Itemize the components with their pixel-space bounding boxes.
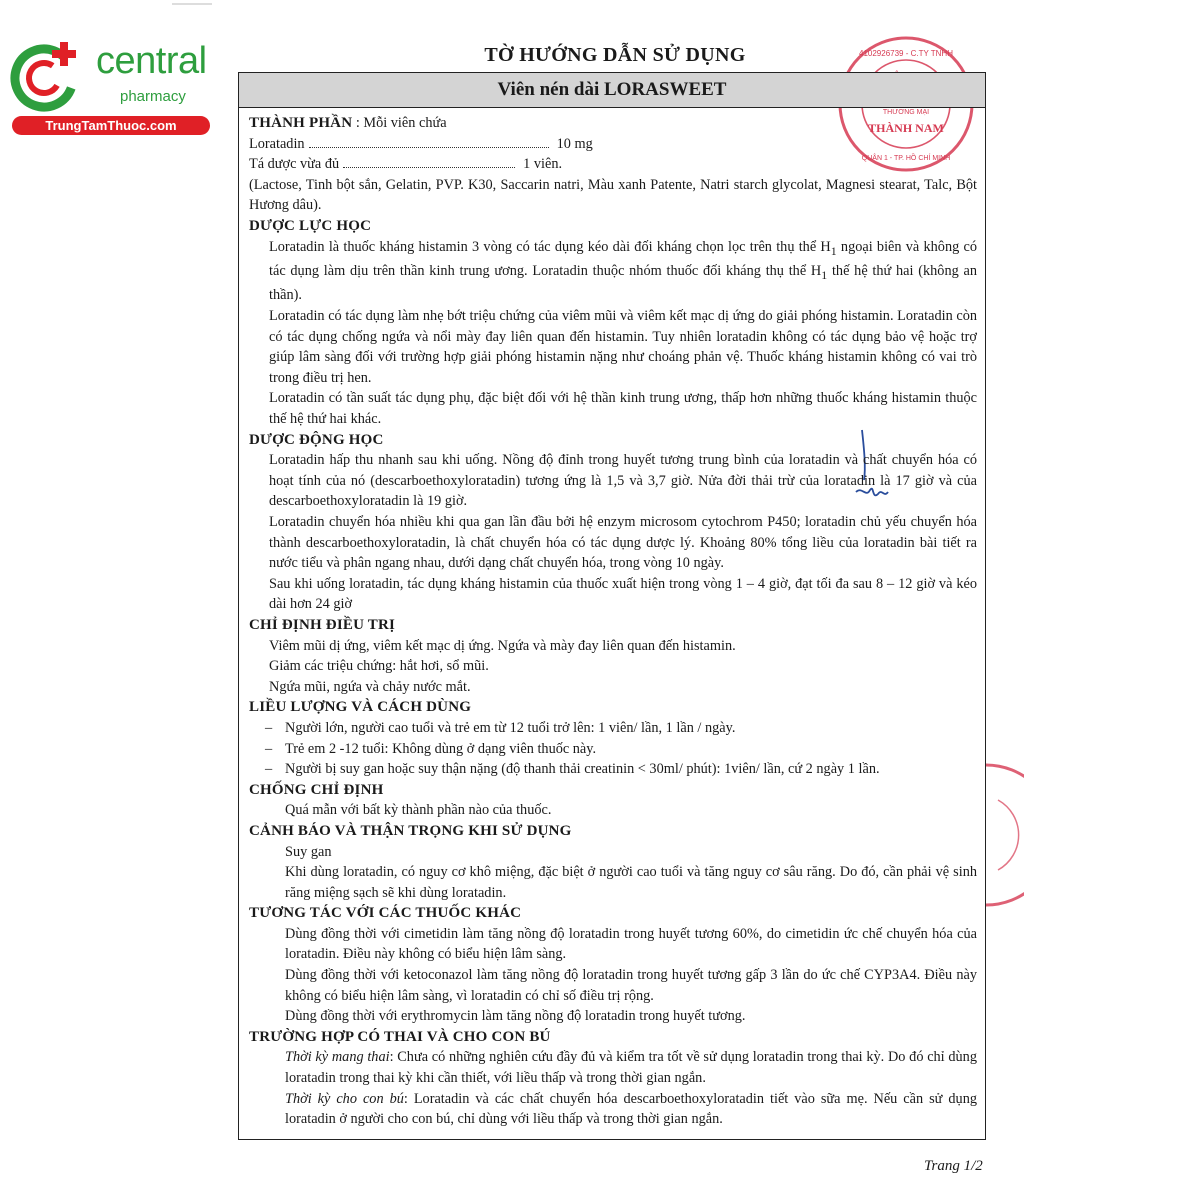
partial-stamp-icon — [984, 760, 1024, 910]
logo-name: central — [96, 40, 207, 82]
scan-mark — [172, 2, 212, 6]
composition-excipient-value: 1 viên. — [523, 156, 563, 173]
pharmacokinetics-p1: Loratadin hấp thu nhanh sau khi uống. Nồng độ đỉnh trong huyết tương trung bình của loratadin và chất chuyển hóa có hoạt tính của nó (descarboethoxyloratadin) tương ứng là 1,5 và 3,7 giờ. Nửa đời thải trừ của loratadin là 17 giờ và của descarboethoxyloratadin là 19 giờ. — [269, 452, 977, 510]
stamp-line5: THÀNH NAM — [868, 121, 944, 135]
indication-line: Ngứa mũi, ngứa và chảy nước mắt. — [269, 678, 471, 695]
stamp-top-text: 4102926739 - C.TY TNHH — [859, 49, 953, 58]
warnings-heading: CẢNH BÁO VÀ THẬN TRỌNG KHI SỬ DỤNG — [249, 822, 572, 839]
pharmacokinetics-heading: DƯỢC ĐỘNG HỌC — [249, 431, 384, 448]
document-title: TỜ HƯỚNG DẪN SỬ DỤNG — [484, 44, 746, 66]
pharmacodynamics-p1 — [249, 237, 977, 307]
composition-excipients: (Lactose, Tinh bột sắn, Gelatin, PVP. K30, Saccarin natri, Màu xanh Patente, Natri starch glycolat, Magnesi stearat, Talc, Bột Hương dâu). — [249, 176, 977, 214]
dosage-item-text: Người bị suy gan hoặc suy thận nặng (độ thanh thải creatinin < 30ml/ phút): 1viên/ lần, cứ 2 ngày 1 lần. — [285, 761, 880, 778]
leader-dots — [309, 137, 549, 148]
pharmacokinetics-p3: Sau khi uống loratadin, tác dụng kháng histamin của thuốc xuất hiện trong vòng 1 – 4 giờ, đạt tối đa sau 8 – 12 giờ và kéo dài hơn 24 giờ — [269, 575, 977, 613]
pharmacokinetics-p2: Loratadin chuyển hóa nhiều khi qua gan lần đầu bởi hệ enzym microsom cytochrom P450; loratadin chủ yếu chuyển hóa thành descarboethoxyloratadin, là chất chuyển hóa có tác dụng dược lý. Khoảng 80% tổng liều của loratadin bài tiết ra nước tiểu và phân ngang nhau, dưới dạng chất chuyển hóa, trong vòng 10 ngày. — [269, 514, 977, 572]
composition-heading-tail: : Mỗi viên chứa — [355, 115, 447, 131]
composition-row-active — [249, 134, 977, 155]
document-content — [239, 108, 985, 1130]
pregnancy-text: : Chưa có những nghiên cứu đầy đủ và kiểm tra tốt về sử dụng loratadin trong thai kỳ. Do đó chỉ dùng loratadin trong thai kỳ khi cần thiết, với liều thấp và trong thời gian ngắn. — [285, 1049, 977, 1087]
warning-line: Khi dùng loratadin, có nguy cơ khô miệng, đặc biệt ở người cao tuổi và tăng nguy cơ sâu răng. Do đó, cần phải vệ sinh răng miệng sạch sẽ khi dùng loratadin. — [285, 864, 977, 901]
breastfeeding-p2 — [249, 1089, 977, 1130]
central-logo-mark-icon — [10, 38, 88, 116]
subscript: 1 — [821, 267, 828, 282]
logo-sub: pharmacy — [120, 88, 186, 105]
indications-heading: CHỈ ĐỊNH ĐIỀU TRỊ — [249, 616, 396, 633]
breastfeeding-label: Thời kỳ cho con bú — [285, 1090, 404, 1107]
dosage-heading: LIỀU LƯỢNG VÀ CÁCH DÙNG — [249, 699, 472, 716]
composition-row-excipient — [249, 154, 977, 175]
logo-url[interactable]: TrungTamThuoc.com — [12, 116, 210, 135]
stamp-bottom-text: QUẬN 1 - TP. HỒ CHÍ MINH — [861, 155, 951, 162]
indication-line: Viêm mũi dị ứng, viêm kết mạc dị ứng. Ngứa và mày đay liên quan đến histamin. — [269, 637, 736, 654]
contraindications-heading: CHỐNG CHỈ ĐỊNH — [249, 781, 384, 798]
subscript: 1 — [830, 243, 837, 258]
dosage-item-text: Người lớn, người cao tuổi và trẻ em từ 12 tuổi trở lên: 1 viên/ lần, 1 lần / ngày. — [285, 719, 736, 736]
list-dash: – — [265, 719, 273, 736]
pregnancy-label: Thời kỳ mang thai — [285, 1049, 390, 1066]
interaction-p3: Dùng đồng thời với erythromycin làm tăng nồng độ loratadin trong huyết tương. — [285, 1008, 746, 1025]
dosage-item — [249, 718, 977, 739]
text-run: thế hệ thứ hai (không an thần). — [269, 263, 977, 304]
list-dash: – — [265, 740, 273, 757]
composition-excipient-name: Tá dược vừa đủ — [249, 156, 340, 173]
central-pharmacy-logo — [10, 36, 215, 136]
composition-heading-line — [249, 113, 977, 134]
dosage-item — [249, 739, 977, 760]
product-name-banner: Viên nén dài LORASWEET — [239, 73, 985, 108]
pregnancy-p1 — [249, 1047, 977, 1088]
dosage-item-text: Trẻ em 2 -12 tuổi: Không dùng ở dạng viên thuốc này. — [285, 740, 597, 757]
interaction-p2: Dùng đồng thời với ketoconazol làm tăng nồng độ loratadin trong huyết tương gấp 3 lần do ức chế CYP3A4. Điều này không có biểu hiện lâm sàng, vì loratadin có chỉ số điều trị rộng. — [285, 967, 977, 1004]
pregnancy-heading: TRƯỜNG HỢP CÓ THAI VÀ CHO CON BÚ — [249, 1028, 551, 1045]
composition-active-value: 10 mg — [556, 135, 593, 152]
interaction-p1: Dùng đồng thời với cimetidin làm tăng nồng độ loratadin trong huyết tương 60%, do cimetidin ức chế chuyển hóa của loratadin. Điều này không có biểu hiện lâm sàng. — [285, 925, 977, 963]
interactions-heading: TƯƠNG TÁC VỚI CÁC THUỐC KHÁC — [249, 905, 522, 922]
leader-dots — [343, 157, 515, 168]
composition-heading: THÀNH PHẦN — [249, 115, 353, 131]
text-run: ngoại biên và không có tác dụng làm dịu trên thần kinh trung ương. Loratadin thuộc nhóm thuốc đối kháng thụ thể H — [269, 238, 977, 280]
breastfeeding-text: : Loratadin và các chất chuyển hóa descarboethoxyloratadin tiết vào sữa mẹ. Nếu cần sử dụng loratadin ở người cho con bú, chỉ dùng với liều thấp và trong thời gian ngắn. — [285, 1090, 977, 1128]
document-frame — [238, 72, 986, 1140]
stamp-line4: THƯƠNG MẠI — [882, 109, 930, 116]
indication-line: Giảm các triệu chứng: hắt hơi, sổ mũi. — [269, 658, 489, 675]
pharmacodynamics-p2: Loratadin có tác dụng làm nhẹ bớt triệu chứng của viêm mũi và viêm kết mạc dị ứng do giải phóng histamin. Loratadin còn có tác dụng chống ngứa và nổi mày đay liên quan đến histamin. Tuy nhiên loratadin không có tác dụng bảo vệ hoặc trợ giúp lâm sàng đối với trường hợp giải phóng histamin nặng như choáng phản vệ. Thuốc kháng histamin không có vai trò trong điều trị hen. — [269, 308, 977, 386]
page-number: Trang 1/2 — [924, 1158, 983, 1174]
dosage-item — [249, 759, 977, 780]
composition-active-name: Loratadin — [249, 135, 305, 152]
pharmacodynamics-heading: DƯỢC LỰC HỌC — [249, 217, 372, 234]
list-dash: – — [265, 761, 273, 778]
warning-line: Suy gan — [285, 843, 332, 860]
contraindication-line: Quá mẫn với bất kỳ thành phần nào của thuốc. — [285, 802, 552, 819]
text-run: Loratadin là thuốc kháng histamin 3 vòng có tác dụng kéo dài đối kháng chọn lọc trên thụ thể H — [269, 238, 831, 255]
pharmacodynamics-p3: Loratadin có tần suất tác dụng phụ, đặc biệt đối với hệ thần kinh trung ương, thấp hơn những thuốc kháng histamin thuộc thế hệ thứ hai khác. — [269, 390, 977, 428]
